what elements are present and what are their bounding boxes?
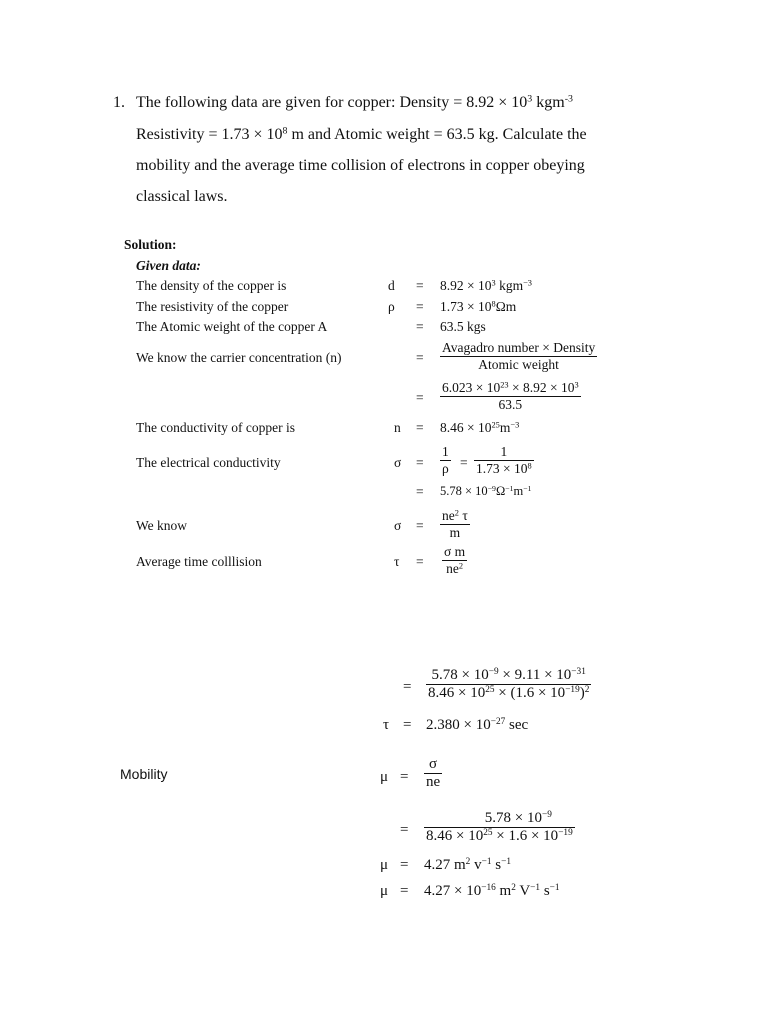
we-know-label: We know bbox=[136, 518, 188, 533]
carrier-fraction: Avagadro number × Density Atomic weight bbox=[442, 340, 596, 372]
row-value: 63.5 kgs bbox=[440, 319, 486, 334]
mobility-result-1: 4.27 $m^2$ $v^{-1}$ $s^{-1}$ bbox=[424, 856, 511, 873]
mobility-result-2-equals: = bbox=[400, 883, 409, 899]
mobility-calc-equals: = bbox=[400, 822, 409, 838]
question-number: 1. bbox=[113, 94, 125, 111]
question-line-4: classical laws. bbox=[136, 188, 228, 205]
conductivity-result: $5.78 \times 10^{-9}\Omega^{-1}m^{-1}$ bbox=[440, 483, 532, 498]
row-equals: = bbox=[416, 278, 424, 293]
mobility-formula-fraction: $\frac{\sigma}{ne}$ bbox=[426, 756, 441, 790]
given-data-heading: Given data: bbox=[136, 258, 201, 273]
mobility-result-1-symbol: μ bbox=[380, 857, 389, 873]
one-over-rho-fraction: $\frac{1}{\rho}$ bbox=[442, 444, 449, 476]
mobility-result-1-equals: = bbox=[400, 857, 409, 873]
row-label: The resistivity of the copper bbox=[136, 299, 289, 314]
row-symbol: ρ bbox=[388, 299, 395, 314]
mobility-result-2-symbol: μ bbox=[380, 883, 389, 899]
conductivity-symbol: n bbox=[394, 420, 401, 435]
carrier-equals: = bbox=[416, 350, 424, 365]
question-line-3: mobility and the average time collision of electrons in copper obeying bbox=[136, 157, 585, 174]
row-value: $8.92 \times 10^3$ kgm$^{-3}$ bbox=[440, 278, 532, 293]
we-know-symbol: σ bbox=[394, 518, 402, 533]
inner-equals: = bbox=[460, 455, 468, 470]
row-equals: = bbox=[416, 319, 424, 334]
tau-result-equals: = bbox=[403, 717, 412, 733]
substitution-equals: = bbox=[416, 390, 424, 405]
tau-result-symbol: τ bbox=[383, 717, 390, 733]
mobility-calc-fraction: $\frac{5.78 \times 10^{-9}}{8.46 \times 10^{25} \times 1.6 \times 10^{-19}}$ bbox=[426, 809, 573, 844]
conductivity-value: $8.46 \times 10^{25}m^{-3}$ bbox=[440, 420, 520, 435]
tau-result-value: $2.380 \times 10^{-27}$ sec bbox=[426, 716, 529, 733]
question-line-1: The following data are given for copper: Density = $8.92 \times 10^3$ kgm$^{-3}$ bbox=[136, 93, 573, 111]
tau-formula-fraction: $\frac{\text{σ m}}{ne^2}$ bbox=[444, 544, 466, 576]
tau-calc-fraction: $\frac{5.78 \times 10^{-9} \times 9.11 \times 10^{-31}}{8.46 \times 10^{25} \times (1.6 \times 10^{-19})^2}$ bbox=[428, 666, 590, 701]
row-label: The density of the copper is bbox=[136, 278, 287, 293]
conductivity-equals: = bbox=[416, 420, 424, 435]
one-over-resistivity-fraction: $\frac{1}{1.73 \times 10^8}$ bbox=[476, 444, 532, 476]
row-equals: = bbox=[416, 299, 424, 314]
average-time-collision-symbol: τ bbox=[394, 554, 400, 569]
mobility-equals: = bbox=[400, 769, 409, 785]
we-know-equals: = bbox=[416, 518, 424, 533]
solution-heading: Solution: bbox=[124, 237, 177, 252]
average-time-collision-label: Average time colllision bbox=[136, 554, 262, 569]
average-time-collision-equals: = bbox=[416, 554, 424, 569]
question-line-2: Resistivity = $1.73 \times 10^8$ m and Atomic weight = 63.5 kg. Calculate the bbox=[136, 125, 587, 143]
tau-calc-equals: = bbox=[403, 679, 412, 695]
carrier-label: We know the carrier concentration (n) bbox=[136, 350, 342, 365]
row-symbol: d bbox=[388, 278, 395, 293]
conductivity-result-equals: = bbox=[416, 484, 424, 499]
mobility-label: Mobility bbox=[120, 766, 168, 782]
mobility-result-2: $4.27 \times 10^{-16}$ $m^2$ $V^{-1}$ $s^{-1}$ bbox=[424, 882, 560, 899]
electrical-conductivity-equals: = bbox=[416, 455, 424, 470]
electrical-conductivity-symbol: σ bbox=[394, 455, 402, 470]
mobility-symbol: μ bbox=[380, 769, 389, 785]
conductivity-label: The conductivity of copper is bbox=[136, 420, 295, 435]
we-know-fraction: $\frac{ne^2 \tau}{m}$ bbox=[442, 508, 468, 540]
row-value: $1.73 \times 10^8\Omega m$ bbox=[440, 299, 517, 314]
electrical-conductivity-label: The electrical conductivity bbox=[136, 455, 281, 470]
row-label: The Atomic weight of the copper A bbox=[136, 319, 328, 334]
substitution-fraction: $\frac{6.023 \times 10^{23} \times 8.92 \times 10^3}{63.5}$ bbox=[442, 380, 579, 412]
